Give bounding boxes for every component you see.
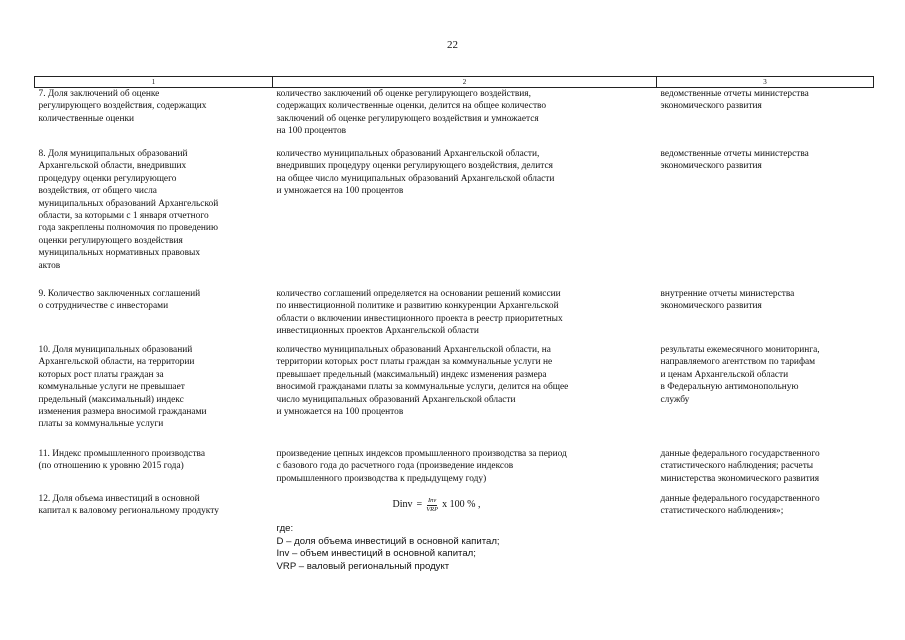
table-row [35,493,874,573]
table-row [35,288,874,344]
column-header-1: 1 [35,77,273,88]
investment-share-formula [337,493,537,517]
legend-line: D – доля объема инвестиций в основной капитал; [276,535,500,547]
table-header-row [35,77,874,88]
method-cell: количество соглашений определяется на основании решений комиссии по инвестиционной политике и развитию конкуренции Архангельской области о включении инвестиционного проекта в реестр приоритетных инвестиционных проектов Архангельской области [276,289,563,337]
method-cell: произведение цепных индексов промышленного производства за период с базового года до расчетного года (произведение индексов промышленного производства к предыдущему году) [276,449,567,484]
source-cell: результаты ежемесячного мониторинга, направляемого агентством по тарифам и ценам Архангельской области в Федеральную антимонопольную службу [660,345,820,405]
column-header-2: 2 [273,77,657,88]
formula-numerator: Inv [427,496,437,504]
formula-legend [277,523,653,573]
formula-denominator: VRP [426,505,439,513]
legend-line: VRP – валовый региональный продукт [276,560,450,572]
indicator-cell: 8. Доля муниципальных образований Архангельской области, внедривших процедуру оценки регулирующего воздействия, от общего числа муниципальных образований Архангельской области, за которыми с 1 января отчетного года закреплены полномочия по проведению оценки регулирующего воздействия муниципальных нормативных правовых актов [38,149,219,271]
formula-lhs: Dinv [392,498,413,510]
source-cell: ведомственные отчеты министерства экономического развития [660,149,809,172]
method-cell: количество муниципальных образований Архангельской области, на территории которых рост платы граждан за коммунальные услуги не превышает предельный (максимальный) индекс изменения размера вносимой гражданами платы за коммунальные услуги, делится на общее число муниципальных образований Архангельской области и умножается на 100 процентов [276,345,569,418]
formula-rhs: x 100 % , [442,498,481,510]
method-cell: количество муниципальных образований Архангельской области, внедривших процедуру оценки регулирующего воздействия, делится на общее число муниципальных образований Архангельской области и умножается на 100 процентов [276,149,555,197]
indicator-cell: 10. Доля муниципальных образований Архангельской области, на территории которых рост платы граждан за коммунальные услуги не превышает предельный (максимальный) индекс изменения размера вносимой гражданами платы за коммунальные услуги [38,345,207,430]
formula-equals: = [416,498,423,510]
source-cell: внутренние отчеты министерства экономического развития [660,289,795,312]
indicator-cell: 12. Доля объема инвестиций в основной капитал к валовому региональному продукту [38,494,219,517]
table-row [35,448,874,493]
table-row [35,148,874,288]
legend-line: где: [276,523,294,534]
legend-line: Inv – объем инвестиций в основной капитал; [276,548,476,560]
method-cell: количество заключений об оценке регулирующего воздействия, содержащих количественные оценки, делится на общее количество заключений об оценке регулирующего воздействия и умножается на 100 процентов [276,89,547,137]
indicator-cell: 11. Индекс промышленного производства (по отношению к уровню 2015 года) [38,449,206,472]
indicator-cell: 7. Доля заключений об оценке регулирующего воздействия, содержащих количественные оценки [38,89,207,124]
source-cell: данные федерального государственного статистического наблюдения; расчеты министерства экономического развития [660,449,820,484]
method-cell [273,493,657,573]
table-row [35,88,874,149]
column-header-3: 3 [657,77,874,88]
source-cell: данные федерального государственного статистического наблюдения»; [660,494,820,517]
indicator-cell: 9. Количество заключенных соглашений о сотрудничестве с инвесторами [38,289,201,312]
source-cell: ведомственные отчеты министерства экономического развития [660,89,809,112]
formula-fraction [426,497,438,514]
indicators-table [34,76,874,573]
page-number: 22 [447,39,458,51]
table-row [35,344,874,448]
